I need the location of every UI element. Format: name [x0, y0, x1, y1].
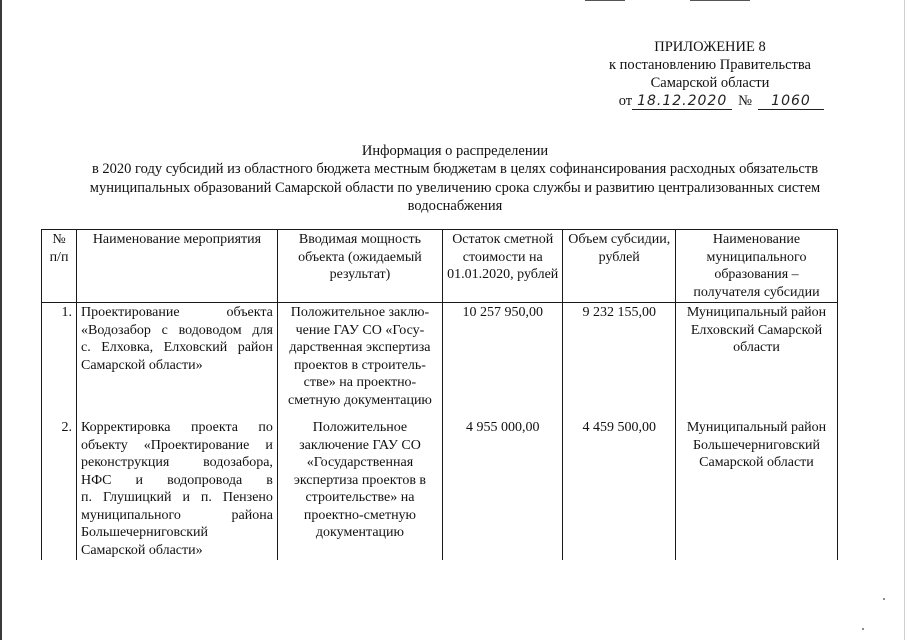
table-row — [42, 303, 838, 419]
heading-line: муниципальных образований Самарской области по увеличению срока службы и развитию централизованных систем — [89, 179, 821, 196]
scan-speck — [862, 628, 864, 630]
activity-name-line: Проектирование объекта — [81, 305, 273, 320]
date-prefix: от — [618, 93, 633, 109]
header-recipient: Наименование муниципального образования – получателя субсидии — [675, 230, 837, 303]
header-activity: Наименование мероприятия — [77, 230, 278, 303]
recipient-name: Муниципальный район Елховский Самарской области — [675, 303, 837, 419]
activity-name-line: с. Елховка, Елховский район — [81, 340, 273, 355]
attachment-region-line: Самарской области — [650, 75, 770, 91]
capacity-result: Положительное заклю-чение ГАУ СО «Госу-дарственная экспертиза проектов в строитель-стве» на проектно-сметную документацию — [277, 303, 442, 419]
handwritten-date: 18.12.2020 — [632, 93, 732, 110]
activity-name-line: Самарской области» — [81, 357, 203, 373]
activity-name-line: муниципального района — [81, 507, 273, 523]
heading-line: в 2020 году субсидий из областного бюджета местным бюджетам в целях софинансирования расходных обязательств — [91, 161, 819, 178]
scan-top-mark — [690, 0, 750, 1]
activity-name — [77, 418, 278, 560]
table-header-row — [42, 230, 838, 303]
activity-name-line: НФС и водопровода в — [81, 472, 273, 488]
activity-name — [77, 303, 278, 419]
attachment-date-number-line — [560, 92, 824, 110]
header-capacity: Вводимая мощность объекта (ожидаемый результат) — [277, 230, 442, 303]
header-subsidy-volume: Объем субсидии, рублей — [563, 230, 676, 303]
activity-name-line: Большечерниговский — [81, 525, 209, 540]
table-row — [42, 418, 838, 560]
heading-line: водоснабжения — [407, 197, 503, 214]
activity-name-line: п. Глушицкий и п. Пензено — [81, 490, 273, 505]
row-number: 2. — [42, 418, 77, 560]
subsidy-volume: 4 459 500,00 — [563, 418, 676, 560]
subsidy-volume: 9 232 155,00 — [563, 303, 676, 419]
activity-name-line: Корректировка проекта по — [81, 420, 273, 435]
scan-left-edge — [0, 0, 2, 640]
activity-name-line: Самарской области» — [81, 542, 203, 558]
activity-name-line: объекту «Проектирование и — [81, 437, 273, 453]
attachment-block — [560, 38, 860, 110]
row-number: 1. — [42, 303, 77, 419]
attachment-resolution-line: к постановлению Правительства — [609, 57, 811, 73]
document-heading — [40, 142, 870, 215]
activity-name-line: «Водозабор с водоводом для — [81, 322, 273, 338]
attachment-title: ПРИЛОЖЕНИЕ 8 — [654, 39, 766, 55]
header-remaining-cost: Остаток сметной стоимости на 01.01.2020, рублей — [443, 230, 563, 303]
heading-line: Информация о распределении — [361, 143, 549, 159]
header-number: № п/п — [42, 230, 77, 303]
remaining-cost: 10 257 950,00 — [443, 303, 563, 419]
remaining-cost: 4 955 000,00 — [443, 418, 563, 560]
scan-speck — [883, 598, 885, 600]
activity-name-line: реконструкция водозабора, — [81, 455, 273, 470]
capacity-result: Положительное заключение ГАУ СО «Государственная экспертиза проектов в строительстве» на проектно-сметную документацию — [277, 418, 442, 560]
subsidy-table — [41, 229, 838, 560]
number-sign: № — [738, 93, 752, 109]
handwritten-number: 1060 — [758, 93, 824, 110]
scan-top-mark — [585, 0, 625, 1]
recipient-name: Муниципальный район Большечерниговский Самарской области — [675, 418, 837, 560]
